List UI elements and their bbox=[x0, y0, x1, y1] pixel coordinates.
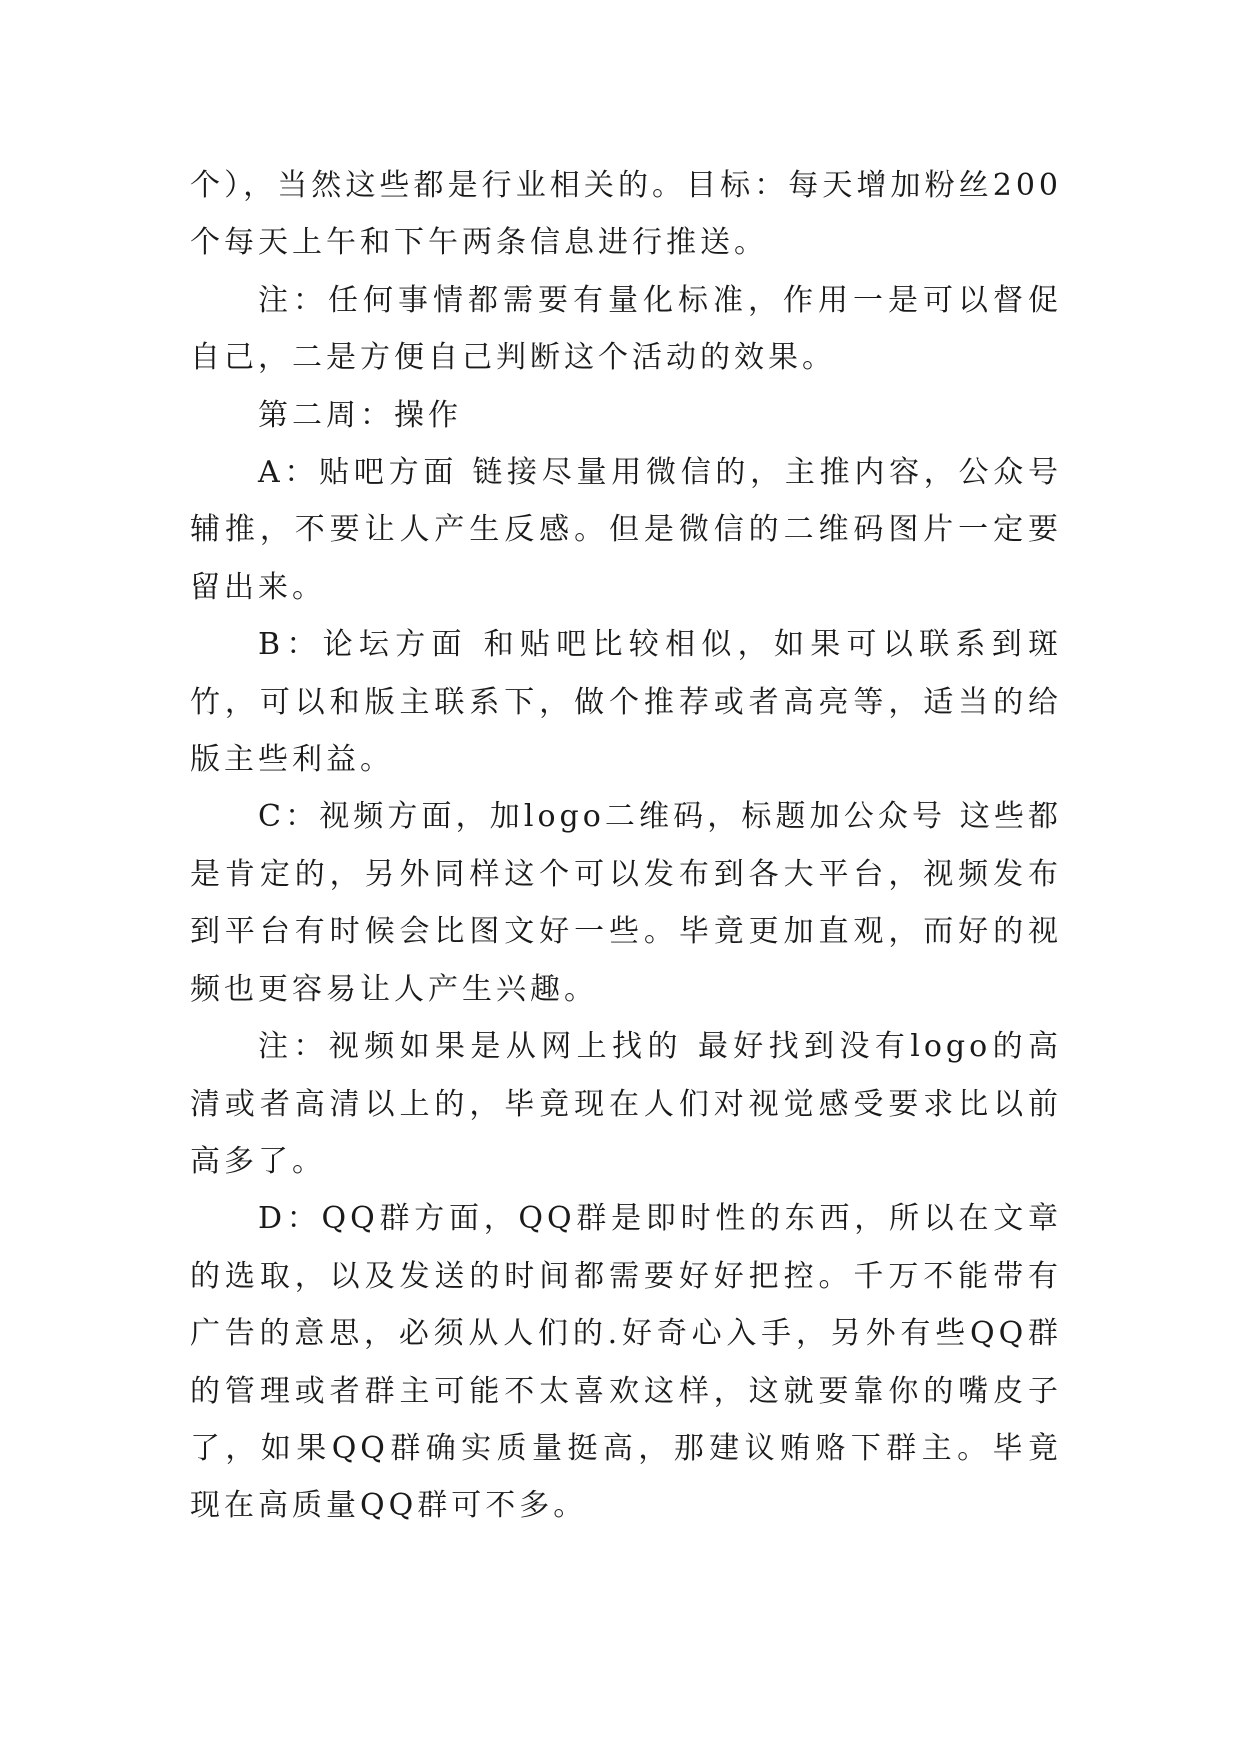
document-body bbox=[190, 157, 1062, 1535]
paragraph-a-tieba: A：贴吧方面 链接尽量用微信的，主推内容，公众号辅推，不要让人产生反感。但是微信的二维码图片一定要留出来。 bbox=[190, 455, 1062, 605]
paragraph-goal: 个），当然这些都是行业相关的。目标：每天增加粉丝200个每天上午和下午两条信息进行推送。 bbox=[190, 168, 1062, 261]
paragraph-c-video: C：视频方面，加logo二维码，标题加公众号 这些都是肯定的，另外同样这个可以发布到各大平台，视频发布到平台有时候会比图文好一些。毕竟更加直观，而好的视频也更容易让人产生兴趣。 bbox=[190, 799, 1062, 1007]
paragraph-b-forum: B：论坛方面 和贴吧比较相似，如果可以联系到斑竹，可以和版主联系下，做个推荐或者高亮等，适当的给版主些利益。 bbox=[190, 627, 1062, 778]
section-heading-week-two: 第二周：操作 bbox=[258, 397, 462, 433]
paragraph-note-quantify: 注：任何事情都需要有量化标准，作用一是可以督促自己，二是方便自己判断这个活动的效果。 bbox=[190, 282, 1062, 376]
paragraph-note-video: 注：视频如果是从网上找的 最好找到没有logo的高清或者高清以上的，毕竟现在人们对视觉感受要求比以前高多了。 bbox=[190, 1029, 1062, 1179]
paragraph-d-qq-group: D：QQ群方面，QQ群是即时性的东西，所以在文章的选取，以及发送的时间都需要好好把控。千万不能带有广告的意思，必须从人们的.好奇心入手，另外有些QQ群的管理或者群主可能不太喜欢这样，这就要靠你的嘴皮子了，如果QQ群确实质量挺高，那建议贿赂下群主。毕竟现在高质量QQ群可不多。 bbox=[190, 1201, 1062, 1524]
